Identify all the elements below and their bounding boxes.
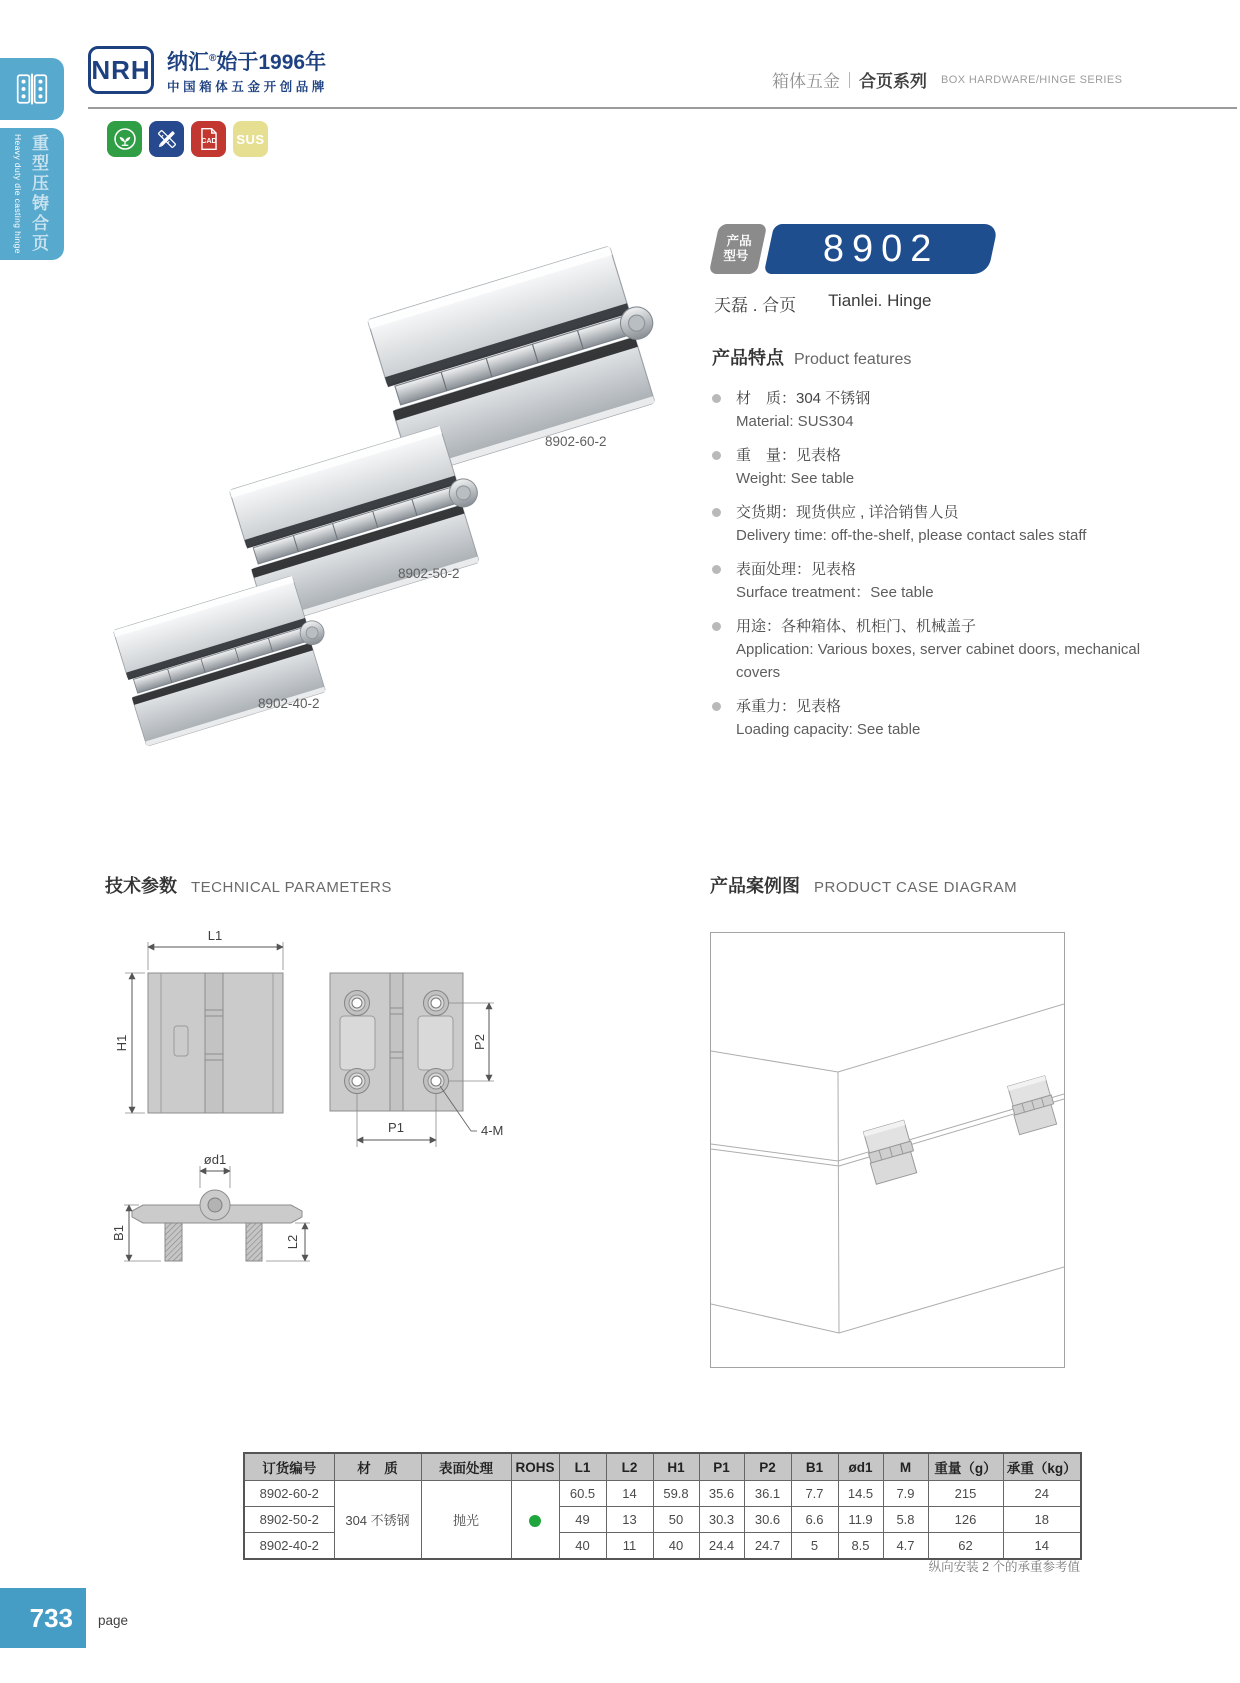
model-number: 8902 xyxy=(822,227,940,270)
sus-badge xyxy=(233,121,268,157)
sus-label: SUS xyxy=(236,131,265,147)
cell-weight: 62 xyxy=(928,1533,1003,1560)
sidebar-hinge-tab xyxy=(0,58,64,120)
features-heading-en: Product features xyxy=(794,351,912,368)
table-header-row xyxy=(244,1453,1081,1481)
case-hinge-1 xyxy=(861,1120,919,1184)
col-l1: L1 xyxy=(559,1453,606,1481)
cell-od1: 8.5 xyxy=(838,1533,883,1560)
cert-badges xyxy=(107,121,268,157)
brand-line1 xyxy=(167,46,328,75)
bullet-icon xyxy=(712,565,721,574)
cell-load: 18 xyxy=(1003,1507,1081,1533)
top-view xyxy=(330,973,503,1147)
series-title xyxy=(772,67,1122,92)
product-name-zh: 天磊 . 合页 xyxy=(714,296,797,315)
sidebar-category-tab xyxy=(0,128,64,260)
eco-badge xyxy=(107,121,142,157)
model-number-plate xyxy=(764,224,999,274)
spec-table xyxy=(243,1452,1082,1560)
case-diagram xyxy=(711,933,1064,1367)
cell-rohs xyxy=(511,1481,559,1560)
feature-zh: 承重力：见表格 xyxy=(736,698,842,715)
page-label: page xyxy=(98,1613,129,1628)
feature-item-application xyxy=(712,615,1152,684)
series-category: 箱体五金 xyxy=(772,72,840,91)
cell-h1: 40 xyxy=(653,1533,699,1560)
model-tag-line1: 产品 xyxy=(727,234,753,248)
feature-item-delivery xyxy=(712,501,1152,547)
cell-load: 24 xyxy=(1003,1481,1081,1507)
feature-item-loading xyxy=(712,695,1152,741)
cell-l1: 49 xyxy=(559,1507,606,1533)
feature-en: Material: SUS304 xyxy=(736,413,854,430)
rohs-dot-icon xyxy=(529,1515,541,1527)
cell-load: 14 xyxy=(1003,1533,1081,1560)
col-order-no: 订货编号 xyxy=(244,1453,334,1481)
hinge-photo-illustration xyxy=(70,225,670,785)
photo-label-50: 8902-50-2 xyxy=(398,566,460,581)
hinge-icon xyxy=(14,71,50,107)
col-rohs: ROHS xyxy=(511,1453,559,1481)
cell-m: 5.8 xyxy=(883,1507,928,1533)
sidebar-category-en: Heavy duty die casting hinge xyxy=(13,134,23,254)
header-divider-line xyxy=(88,107,1237,109)
dim-label-b1: B1 xyxy=(111,1225,126,1241)
feature-en: Surface treatment：See table xyxy=(736,584,934,601)
tech-parameters-heading xyxy=(105,872,392,898)
case-diagram-heading xyxy=(710,872,1017,898)
features-heading xyxy=(712,344,1152,370)
cell-surface: 抛光 xyxy=(421,1481,511,1560)
bullet-icon xyxy=(712,394,721,403)
feature-en: Loading capacity: See table xyxy=(736,721,921,738)
col-p2: P2 xyxy=(744,1453,791,1481)
design-tools-icon xyxy=(154,126,180,152)
col-l2: L2 xyxy=(606,1453,653,1481)
cell-p2: 30.6 xyxy=(744,1507,791,1533)
bullet-icon xyxy=(712,508,721,517)
dim-label-l1: L1 xyxy=(207,928,223,943)
front-view xyxy=(114,928,283,1113)
case-diagram-frame xyxy=(710,932,1065,1368)
col-od1: ød1 xyxy=(838,1453,883,1481)
eco-icon xyxy=(112,126,138,152)
cell-p1: 30.3 xyxy=(699,1507,744,1533)
feature-item-weight xyxy=(712,444,1152,490)
model-tag xyxy=(709,224,768,274)
bullet-icon xyxy=(712,622,721,631)
bullet-icon xyxy=(712,702,721,711)
brand-text xyxy=(167,46,328,95)
cell-m: 7.9 xyxy=(883,1481,928,1507)
cell-p2: 36.1 xyxy=(744,1481,791,1507)
cell-od1: 11.9 xyxy=(838,1507,883,1533)
col-weight: 重量（g） xyxy=(928,1453,1003,1481)
sidebar-category-zh: 重型压铸合页 xyxy=(29,134,48,254)
cell-p1: 24.4 xyxy=(699,1533,744,1560)
feature-en: Weight: See table xyxy=(736,470,855,487)
feature-en: Application: Various boxes, server cabinet doors, mechanical covers xyxy=(736,641,1141,681)
photo-label-40: 8902-40-2 xyxy=(258,696,320,711)
brand-since: 始于1996年 xyxy=(216,51,327,74)
table-row xyxy=(244,1481,1081,1507)
feature-item-surface xyxy=(712,558,1152,604)
product-name-en: Tianlei. Hinge xyxy=(828,291,932,310)
cell-material: 304 不锈钢 xyxy=(334,1481,421,1560)
case-heading-zh: 产品案例图 xyxy=(710,876,800,896)
cell-b1: 5 xyxy=(791,1533,838,1560)
dim-label-od1: ød1 xyxy=(203,1152,227,1167)
cell-order-no: 8902-40-2 xyxy=(244,1533,334,1560)
cell-weight: 126 xyxy=(928,1507,1003,1533)
feature-zh: 用途：各种箱体、机柜门、机械盖子 xyxy=(736,618,977,635)
dim-label-4m: 4-M xyxy=(481,1123,504,1138)
cell-l1: 40 xyxy=(559,1533,606,1560)
case-hinge-2 xyxy=(1006,1076,1059,1135)
col-surface: 表面处理 xyxy=(421,1453,511,1481)
brand-reg-mark: ® xyxy=(209,53,217,64)
dim-label-p1: P1 xyxy=(388,1120,404,1135)
cell-l2: 13 xyxy=(606,1507,653,1533)
dim-label-l2: L2 xyxy=(285,1234,300,1250)
cell-od1: 14.5 xyxy=(838,1481,883,1507)
brand-line2: 中国箱体五金开创品牌 xyxy=(167,80,329,94)
col-load: 承重（kg） xyxy=(1003,1453,1081,1481)
nrh-logo: NRH xyxy=(88,46,154,94)
cad-badge xyxy=(191,121,226,157)
cell-b1: 7.7 xyxy=(791,1481,838,1507)
product-photos xyxy=(70,225,670,790)
cell-p2: 24.7 xyxy=(744,1533,791,1560)
bullet-icon xyxy=(712,451,721,460)
design-badge xyxy=(149,121,184,157)
cell-p1: 35.6 xyxy=(699,1481,744,1507)
case-heading-en: PRODUCT CASE DIAGRAM xyxy=(814,879,1018,896)
col-m: M xyxy=(883,1453,928,1481)
brand-logo-group xyxy=(88,46,328,95)
cell-h1: 50 xyxy=(653,1507,699,1533)
cell-h1: 59.8 xyxy=(653,1481,699,1507)
cell-l2: 11 xyxy=(606,1533,653,1560)
feature-en: Delivery time: off-the-shelf, please contact sales staff xyxy=(736,527,1087,544)
cad-label: CAD xyxy=(200,137,217,145)
page-number-badge: 733 xyxy=(0,1588,86,1648)
col-b1: B1 xyxy=(791,1453,838,1481)
feature-item-material xyxy=(712,387,1152,433)
product-names xyxy=(714,291,931,316)
cell-m: 4.7 xyxy=(883,1533,928,1560)
cell-order-no: 8902-60-2 xyxy=(244,1481,334,1507)
dim-label-h1: H1 xyxy=(114,1034,129,1052)
col-h1: H1 xyxy=(653,1453,699,1481)
model-tag-line2: 型号 xyxy=(723,249,749,263)
cell-b1: 6.6 xyxy=(791,1507,838,1533)
photo-label-60: 8902-60-2 xyxy=(545,434,607,449)
dim-label-p2: P2 xyxy=(472,1034,487,1050)
feature-zh: 交货期：现货供应 , 详洽销售人员 xyxy=(736,504,959,521)
cell-order-no: 8902-50-2 xyxy=(244,1507,334,1533)
technical-drawing xyxy=(95,920,655,1290)
cell-weight: 215 xyxy=(928,1481,1003,1507)
model-badge xyxy=(714,224,993,274)
side-view xyxy=(111,1152,310,1261)
series-divider xyxy=(849,72,850,88)
series-name: 合页系列 xyxy=(859,72,927,91)
col-p1: P1 xyxy=(699,1453,744,1481)
feature-zh: 表面处理：见表格 xyxy=(736,561,857,578)
tech-heading-en: TECHNICAL PARAMETERS xyxy=(191,879,392,896)
features-heading-zh: 产品特点 xyxy=(712,348,784,368)
table-note: 纵向安装 2 个的承重参考值 xyxy=(928,1560,1080,1574)
feature-zh: 材 质：304 不锈钢 xyxy=(736,390,871,407)
cell-l1: 60.5 xyxy=(559,1481,606,1507)
cad-file-icon xyxy=(196,126,222,152)
brand-name: 纳汇 xyxy=(167,51,209,74)
spec-table-wrap xyxy=(243,1452,1082,1560)
tech-heading-zh: 技术参数 xyxy=(105,876,177,896)
cell-l2: 14 xyxy=(606,1481,653,1507)
series-name-en: BOX HARDWARE/HINGE SERIES xyxy=(941,73,1123,86)
features-section xyxy=(712,344,1152,752)
feature-zh: 重 量：见表格 xyxy=(736,447,842,464)
col-material: 材 质 xyxy=(334,1453,421,1481)
